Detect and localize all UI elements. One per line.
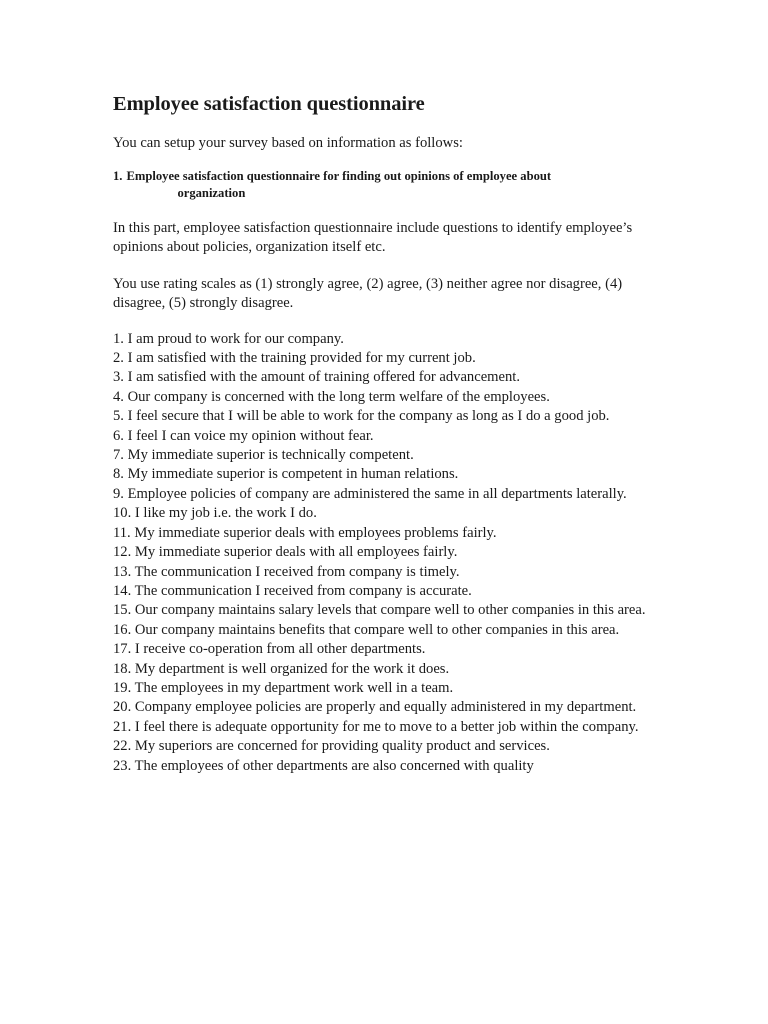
list-item: 9. Employee policies of company are administered the same in all departments laterally. — [113, 485, 627, 502]
document-page — [113, 90, 658, 776]
list-item: 19. The employees in my department work well in a team. — [113, 679, 454, 696]
section-heading-line2: organization — [177, 186, 246, 200]
list-item: 11. My immediate superior deals with employees problems fairly. — [113, 524, 497, 541]
list-item: 23. The employees of other departments are also concerned with quality — [113, 757, 534, 774]
paragraph-rating-scales: You use rating scales as (1) strongly agree, (2) agree, (3) neither agree nor disagree, (4) disagree, (5) strongly disagree. — [113, 275, 623, 312]
list-item: 17. I receive co-operation from all other departments. — [113, 641, 426, 658]
list-item: 4. Our company is concerned with the long term welfare of the employees. — [113, 388, 550, 405]
questionnaire-items — [113, 330, 658, 776]
list-item: 22. My superiors are concerned for providing quality product and services. — [113, 738, 550, 755]
list-item: 2. I am satisfied with the training provided for my current job. — [113, 350, 476, 367]
list-item: 20. Company employee policies are properly and equally administered in my department. — [113, 699, 637, 716]
intro-text: You can setup your survey based on information as follows: — [113, 135, 463, 151]
section-heading-line1: Employee satisfaction questionnaire for finding out opinions of employee about — [126, 169, 552, 183]
list-item: 8. My immediate superior is competent in human relations. — [113, 466, 459, 483]
section-number: 1. — [113, 169, 123, 183]
list-item: 10. I like my job i.e. the work I do. — [113, 505, 317, 522]
document-title: Employee satisfaction questionnaire — [113, 93, 425, 115]
list-item: 5. I feel secure that I will be able to work for the company as long as I do a good job. — [113, 408, 610, 425]
list-item: 13. The communication I received from company is timely. — [113, 563, 460, 580]
list-item: 16. Our company maintains benefits that compare well to other companies in this area. — [113, 621, 620, 638]
paragraph-part-description: In this part, employee satisfaction questionnaire include questions to identify employee’s opinions about policies, organization itself etc. — [113, 220, 633, 256]
list-item: 15. Our company maintains salary levels that compare well to other companies in this area. — [113, 602, 646, 619]
list-item: 3. I am satisfied with the amount of training offered for advancement. — [113, 369, 521, 386]
section-heading-text — [126, 168, 658, 202]
list-item: 12. My immediate superior deals with all employees fairly. — [113, 544, 458, 561]
list-item: 7. My immediate superior is technically competent. — [113, 447, 414, 464]
list-item: 14. The communication I received from company is accurate. — [113, 582, 472, 599]
list-item: 21. I feel there is adequate opportunity for me to move to a better job within the company. — [113, 718, 639, 735]
list-item: 6. I feel I can voice my opinion without fear. — [113, 427, 374, 444]
list-item: 18. My department is well organized for the work it does. — [113, 660, 450, 677]
section-heading — [113, 168, 658, 202]
list-item: 1. I am proud to work for our company. — [113, 330, 344, 347]
